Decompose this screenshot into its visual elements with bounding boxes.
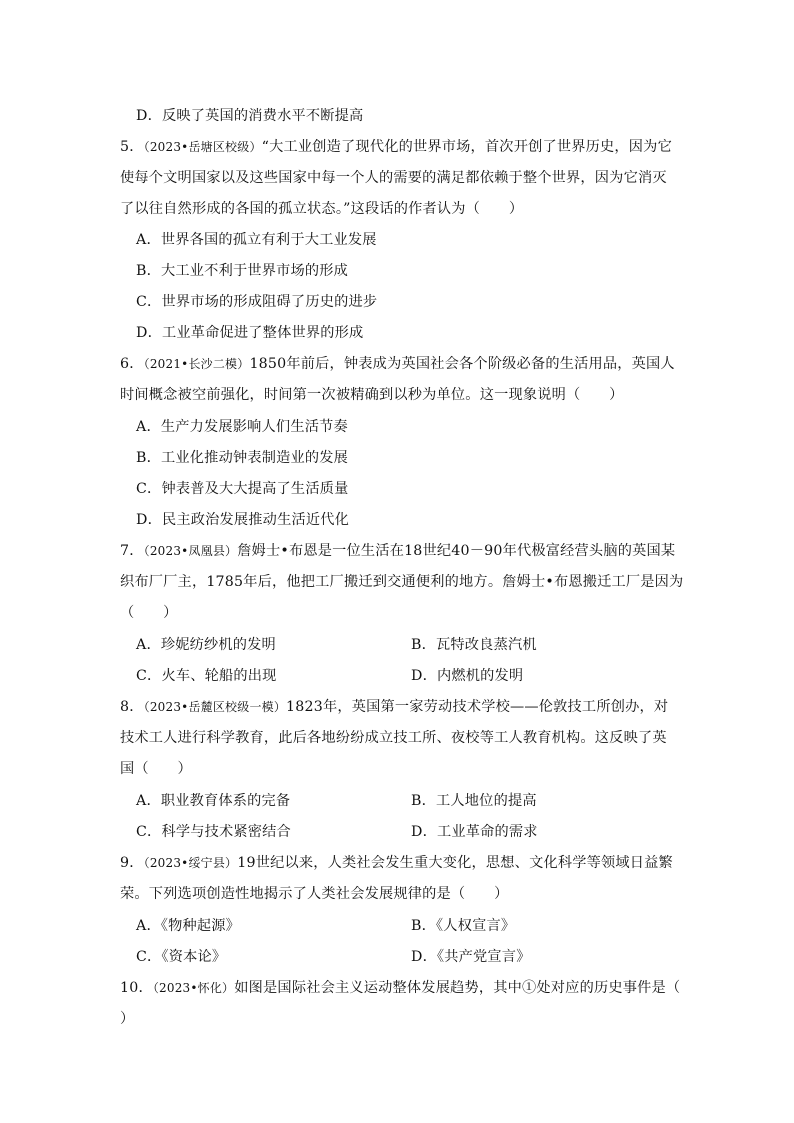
q5-stem-line3: 了以往自然形成的各国的孤立状态。”这段话的作者认为（ ）: [120, 201, 524, 217]
q7-stem-line1: 7．（2023•凤凰县）詹姆士•布恩是一位生活在18世纪40－90年代极富经营头脑的英国某: [120, 543, 676, 559]
q6-option-c: C．钟表普及大大提高了生活质量: [136, 481, 349, 497]
q8-stem-line1: 8．（2023•岳麓区校级一模）1823年，英国第一家劳动技术学校——伦敦技工所创办，对: [120, 699, 669, 715]
q5-stem-line1: 5．（2023•岳塘区校级）“大工业创造了现代化的世界市场，首次开创了世界历史，因为它: [120, 139, 672, 155]
q8-option-a: A．职业教育体系的完备: [136, 793, 291, 809]
q10-stem-line1: 10．（2023•怀化）如图是国际社会主义运动整体发展趋势，其中①处对应的历史事件是（: [120, 980, 681, 996]
q9-option-a: A．《物种起源》: [136, 918, 241, 934]
q8-option-d: D．工业革命的需求: [411, 824, 538, 840]
q10-stem-line2: ）: [120, 1011, 135, 1027]
q6-stem-line1: 6．（2021•长沙二模）1850年前后，钟表成为英国社会各个阶级必备的生活用品，英国人: [120, 356, 675, 372]
q4-option-d: D．反映了英国的消费水平不断提高: [136, 108, 364, 124]
q7-option-c: C．火车、轮船的出现: [136, 668, 277, 684]
q8-stem-line3: 国（ ）: [120, 761, 192, 777]
q5-option-c: C．世界市场的形成阻碍了历史的进步: [136, 294, 378, 310]
q7-option-b: B．瓦特改良蒸汽机: [411, 637, 537, 653]
q5-option-d: D．工业革命促进了整体世界的形成: [136, 325, 364, 341]
q5-stem-line2: 使每个文明国家以及这些国家中每一个人的需要的满足都依赖于整个世界，因为它消灭: [120, 170, 667, 186]
q7-stem-line2: 织布厂厂主，1785年后，他把工厂搬迁到交通便利的地方。詹姆士•布恩搬迁工厂是因为: [120, 574, 684, 590]
q7-option-d: D．内燃机的发明: [411, 668, 524, 684]
q6-option-d: D．民主政治发展推动生活近代化: [136, 512, 350, 528]
q9-stem-line2: 荣。下列选项创造性地揭示了人类社会发展规律的是（ ）: [120, 886, 509, 902]
q5-option-a: A．世界各国的孤立有利于大工业发展: [136, 232, 377, 248]
q6-stem-line2: 时间概念被空前强化，时间第一次被精确到以秒为单位。这一现象说明（ ）: [120, 387, 624, 403]
q5-option-b: B．大工业不利于世界市场的形成: [136, 263, 349, 279]
q7-option-a: A．珍妮纺纱机的发明: [136, 637, 276, 653]
q8-stem-line2: 技术工人进行科学教育，此后各地纷纷成立技工所、夜校等工人教育机构。这反映了英: [120, 730, 667, 746]
q9-option-b: B．《人权宣言》: [411, 918, 516, 934]
q7-stem-line3: （ ）: [120, 605, 178, 621]
q8-option-c: C．科学与技术紧密结合: [136, 824, 291, 840]
q6-option-a: A．生产力发展影响人们生活节奏: [136, 419, 348, 435]
q6-option-b: B．工业化推动钟表制造业的发展: [136, 450, 349, 466]
q9-stem-line1: 9．（2023•绥宁县）19世纪以来，人类社会发生重大变化，思想、文化科学等领域日益繁: [120, 855, 673, 871]
q9-option-c: C．《资本论》: [136, 949, 227, 965]
q9-option-d: D．《共产党宣言》: [411, 949, 531, 965]
q8-option-b: B．工人地位的提高: [411, 793, 537, 809]
